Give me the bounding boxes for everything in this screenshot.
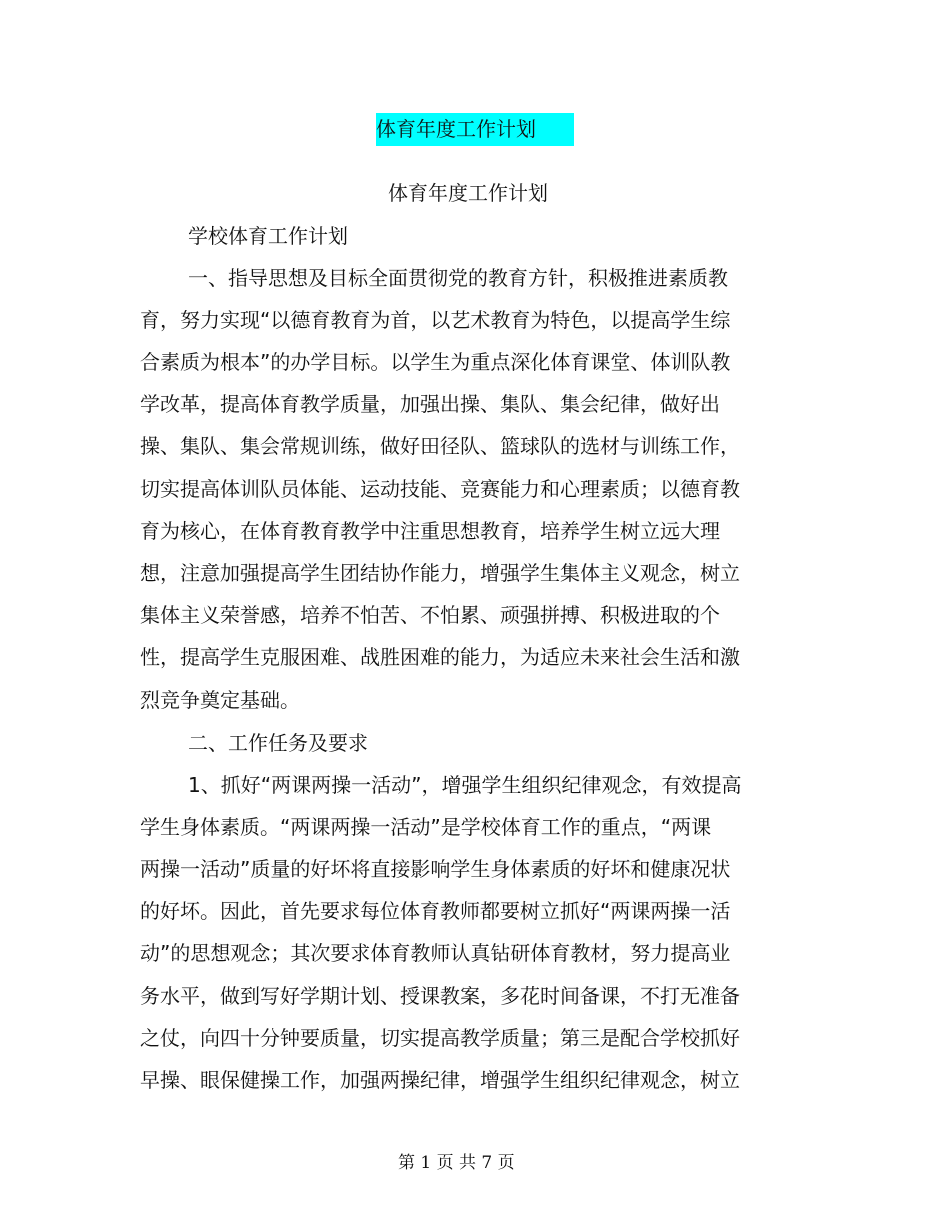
body-line-19: 务水平，做到写好学期计划、授课教案，多花时间备课，不打无准备 [140,984,740,1008]
body-line-12: 烈竞争奠定基础。 [140,688,300,712]
body-line-9: 想，注意加强提高学生团结协作能力，增强学生集体主义观念，树立 [140,561,740,585]
body-line-10: 集体主义荣誉感，培养不怕苦、不怕累、顽强拼搏、积极进取的个 [140,603,720,627]
document-title: 体育年度工作计划 [376,113,574,146]
body-line-13: 二、工作任务及要求 [188,731,368,755]
body-line-2: 一、指导思想及目标全面贯彻党的教育方针，积极推进素质教 [188,266,728,290]
document-subtitle: 体育年度工作计划 [388,181,548,205]
body-line-1: 学校体育工作计划 [188,224,348,248]
body-line-14: 1、抓好“两课两操一活动”，增强学生组织纪律观念，有效提高 [188,773,742,797]
body-line-11: 性，提高学生克服困难、战胜困难的能力，为适应未来社会生活和激 [140,645,740,669]
body-line-15: 学生身体素质。“两课两操一活动”是学校体育工作的重点，“两课 [140,815,712,839]
body-line-21: 早操、眼保健操工作，加强两操纪律，增强学生组织纪律观念，树立 [140,1068,740,1092]
body-line-6: 操、集队、集会常规训练，做好田径队、篮球队的选材与训练工作， [140,434,740,458]
body-line-16: 两操一活动”质量的好坏将直接影响学生身体素质的好坏和健康况状 [140,857,731,881]
body-line-5: 学改革，提高体育教学质量，加强出操、集队、集会纪律，做好出 [140,392,720,416]
body-line-18: 动”的思想观念；其次要求体育教师认真钻研体育教材，努力提高业 [140,941,731,965]
body-line-20: 之仗，向四十分钟要质量，切实提高教学质量；第三是配合学校抓好 [140,1026,740,1050]
body-line-4: 合素质为根本”的办学目标。以学生为重点深化体育课堂、体训队教 [140,350,731,374]
body-line-17: 的好坏。因此，首先要求每位体育教师都要树立抓好“两课两操一活 [140,899,731,923]
body-line-8: 育为核心，在体育教育教学中注重思想教育，培养学生树立远大理 [140,519,720,543]
body-line-3: 育，努力实现“以德育教育为首，以艺术教育为特色，以提高学生综 [140,308,731,332]
body-line-7: 切实提高体训队员体能、运动技能、竞赛能力和心理素质；以德育教 [140,477,740,501]
page-number-footer: 第 1 页 共 7 页 [398,1153,515,1173]
